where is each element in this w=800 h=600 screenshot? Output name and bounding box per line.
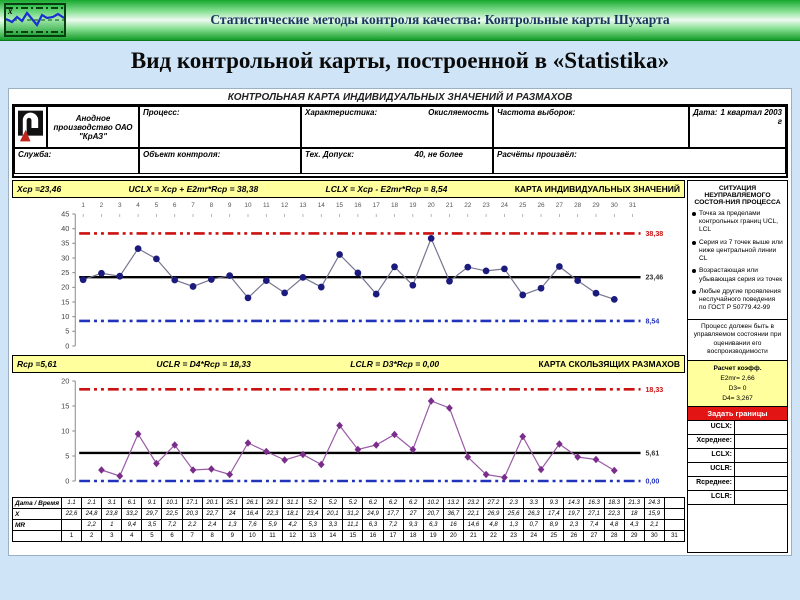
table-cell: 3,3 <box>323 520 343 531</box>
table-cell: 22,1 <box>463 509 483 520</box>
xbar-mean: Хср =23,46 <box>17 184 62 194</box>
rule-item: Возрастающая или убывающая серия из точек <box>692 267 784 283</box>
svg-text:3: 3 <box>117 201 122 210</box>
lclx-formula: LCLX = Хср - E2mr*Rср = 8,54 <box>325 184 448 194</box>
table-cell: 23,8 <box>102 509 122 520</box>
table-cell: 13.2 <box>443 498 463 509</box>
table-cell: 22,3 <box>262 509 282 520</box>
date-label: Дата: <box>693 108 718 117</box>
table-cell: 31,2 <box>343 509 363 520</box>
table-cell: 6.2 <box>403 498 423 509</box>
xmean-label: Хсреднее: <box>688 435 735 448</box>
table-cell: 2.1 <box>82 498 102 509</box>
table-cell: 6.1 <box>122 498 142 509</box>
sidebar-empty-box <box>688 505 787 552</box>
table-cell: 1,3 <box>222 520 242 531</box>
svg-text:25: 25 <box>519 201 527 210</box>
svg-text:14: 14 <box>317 201 325 210</box>
svg-text:35: 35 <box>61 238 70 248</box>
table-cell: 18 <box>403 531 423 542</box>
form-header-table <box>12 104 788 178</box>
table-cell: 3.3 <box>524 498 544 509</box>
process-field[interactable]: Процесс: <box>139 106 301 148</box>
table-cell: 14.3 <box>564 498 584 509</box>
sheet-title: КОНТРОЛЬНАЯ КАРТА ИНДИВИДУАЛЬНЫХ ЗНАЧЕНИЙ И РАЗМАХОВ <box>227 92 573 103</box>
svg-text:2: 2 <box>99 201 104 210</box>
coeff-d3: D3= 0 <box>728 384 747 392</box>
calc-by-field[interactable]: Расчёты произвёл: <box>493 148 786 174</box>
table-cell: 22,3 <box>604 509 624 520</box>
table-cell: 2,3 <box>564 520 584 531</box>
coefficients-title: Расчет коэфф. <box>713 364 762 372</box>
xbar-symbol: x̄ <box>8 6 13 16</box>
table-cell: 17 <box>383 531 403 542</box>
characteristic-field[interactable] <box>301 106 493 148</box>
svg-text:20: 20 <box>61 282 70 292</box>
table-cell: 29.1 <box>262 498 282 509</box>
rmean-input[interactable] <box>735 477 787 490</box>
table-cell: 8 <box>202 531 222 542</box>
svg-text:24: 24 <box>500 201 508 210</box>
table-cell: 15 <box>343 531 363 542</box>
slide-header-bar <box>0 0 800 41</box>
slide-title: Вид контрольной карты, построенной в «Statistika» <box>130 48 670 73</box>
svg-text:21: 21 <box>445 201 454 210</box>
table-cell: 11 <box>262 531 282 542</box>
table-cell: 20 <box>443 531 463 542</box>
svg-text:20: 20 <box>61 376 70 386</box>
svg-text:30: 30 <box>61 253 70 263</box>
svg-text:15: 15 <box>336 201 344 210</box>
table-cell: 9,3 <box>403 520 423 531</box>
table-cell: 7,2 <box>383 520 403 531</box>
svg-text:8: 8 <box>209 201 214 210</box>
table-cell: 33,2 <box>122 509 142 520</box>
svg-text:1: 1 <box>81 201 85 210</box>
out-of-control-section <box>688 181 787 320</box>
table-cell: 14,6 <box>463 520 483 531</box>
row-label: Дата / Время <box>13 498 62 509</box>
table-cell: 21 <box>463 531 483 542</box>
course-title: Статистические методы контроля качества: Контрольные карты Шухарта <box>210 12 670 27</box>
table-cell: 2.3 <box>504 498 524 509</box>
table-cell: 1 <box>102 520 122 531</box>
svg-text:7: 7 <box>191 201 195 210</box>
svg-text:13: 13 <box>299 201 307 210</box>
svg-text:6: 6 <box>172 201 177 210</box>
table-cell: 26,9 <box>483 509 503 520</box>
table-cell: 30 <box>644 531 664 542</box>
table-cell: 24 <box>524 531 544 542</box>
table-cell: 22,5 <box>162 509 182 520</box>
svg-text:38,38: 38,38 <box>645 229 664 238</box>
table-cell: 20,3 <box>182 509 202 520</box>
table-cell: 3,5 <box>142 520 162 531</box>
svg-text:31: 31 <box>629 201 637 210</box>
limits-fields <box>688 421 787 505</box>
svg-text:0: 0 <box>65 341 70 350</box>
svg-text:27: 27 <box>555 201 563 210</box>
table-cell: 27.2 <box>483 498 503 509</box>
table-cell: 2,1 <box>644 520 664 531</box>
table-cell: 0,7 <box>524 520 544 531</box>
table-cell: 18.3 <box>604 498 624 509</box>
process-note: Процесс должен быть в управляемом состоянии при оценивании его воспроизводимости <box>688 320 787 361</box>
table-cell: 26 <box>564 531 584 542</box>
table-cell: 17,4 <box>544 509 564 520</box>
table-cell: 9.1 <box>142 498 162 509</box>
svg-text:40: 40 <box>61 224 70 234</box>
svg-text:23: 23 <box>482 201 490 210</box>
table-cell: 27,1 <box>584 509 604 520</box>
table-cell: 24,8 <box>82 509 102 520</box>
table-cell: 20,7 <box>423 509 443 520</box>
table-row <box>13 531 685 542</box>
table-cell: 4,8 <box>483 520 503 531</box>
table-cell: 21.3 <box>624 498 644 509</box>
table-cell <box>664 509 684 520</box>
individual-chart-formula-band <box>12 180 685 198</box>
date-value: 1 квартал 2003 г <box>720 108 782 126</box>
table-cell: 2,2 <box>82 520 102 531</box>
lclr-input[interactable] <box>735 491 787 504</box>
table-cell: 22,7 <box>202 509 222 520</box>
table-cell: 31.1 <box>283 498 303 509</box>
table-cell: 2 <box>82 531 102 542</box>
table-cell: 29,7 <box>142 509 162 520</box>
table-cell: 10.2 <box>423 498 443 509</box>
object-field[interactable]: Объект контроля: <box>139 148 301 174</box>
svg-text:15: 15 <box>61 297 70 307</box>
svg-text:15: 15 <box>61 401 70 411</box>
svg-text:18: 18 <box>390 201 399 210</box>
svg-text:12: 12 <box>281 201 289 210</box>
table-cell: 1.1 <box>62 498 82 509</box>
svg-text:0,00: 0,00 <box>645 477 660 486</box>
table-cell: 23 <box>504 531 524 542</box>
rmean-label: Rсреднее: <box>688 477 735 490</box>
table-cell <box>664 498 684 509</box>
table-cell: 24 <box>222 509 242 520</box>
table-cell: 14 <box>323 531 343 542</box>
characteristic-value: Окисляемость <box>428 108 489 117</box>
rule-item: Точка за пределами контрольных границ UCL, LCL <box>692 210 784 235</box>
characteristic-label: Характеристика: <box>305 108 378 117</box>
table-cell: 9 <box>222 531 242 542</box>
svg-text:16: 16 <box>354 201 362 210</box>
table-cell: 25,6 <box>504 509 524 520</box>
table-cell: 16.3 <box>584 498 604 509</box>
lclx-input[interactable] <box>735 449 787 462</box>
rbar-mean: Rср =5,61 <box>17 359 57 369</box>
svg-text:30: 30 <box>610 201 618 210</box>
table-cell: 3.1 <box>102 498 122 509</box>
frequency-field[interactable]: Частота выборок: <box>493 106 689 148</box>
table-cell: 23,4 <box>303 509 323 520</box>
coeff-e2mr: E2mr= 2,66 <box>720 374 755 382</box>
service-field[interactable]: Служба: <box>14 148 139 174</box>
date-field[interactable] <box>689 106 786 148</box>
measurements-table <box>12 497 685 542</box>
uclr-input[interactable] <box>735 463 787 476</box>
svg-text:5: 5 <box>154 201 159 210</box>
out-of-control-title: СИТУАЦИЯ НЕУПРАВЛЯЕМОГО СОСТОЯ-НИЯ ПРОЦЕССА <box>694 185 781 206</box>
table-cell: 1 <box>62 531 82 542</box>
bullet-icon <box>692 241 696 245</box>
moving-range-chart <box>12 373 685 496</box>
table-cell: 3 <box>102 531 122 542</box>
range-chart-title: КАРТА СКОЛЬЗЯЩИХ РАЗМАХОВ <box>538 359 680 369</box>
uclx-label: UCLX: <box>688 421 735 434</box>
table-cell: 27 <box>403 509 423 520</box>
table-cell: 4 <box>122 531 142 542</box>
xmean-input[interactable] <box>735 435 787 448</box>
table-cell: 1,3 <box>504 520 524 531</box>
table-cell: 8,9 <box>544 520 564 531</box>
lclr-formula: LCLR = D3*Rср = 0,00 <box>350 359 440 369</box>
table-cell <box>62 520 82 531</box>
statistica-sheet-panel <box>8 88 792 556</box>
table-cell: 19,7 <box>564 509 584 520</box>
svg-text:10: 10 <box>61 426 70 436</box>
table-row <box>13 509 685 520</box>
table-cell: 29 <box>624 531 644 542</box>
table-cell: 16 <box>363 531 383 542</box>
uclr-label: UCLR: <box>688 463 735 476</box>
svg-text:8,54: 8,54 <box>645 317 660 326</box>
table-cell: 2,2 <box>182 520 202 531</box>
table-row <box>13 498 685 509</box>
table-cell: 5,3 <box>303 520 323 531</box>
table-cell: 27 <box>584 531 604 542</box>
table-cell: 25.1 <box>222 498 242 509</box>
kraz-logo-icon <box>14 106 47 148</box>
individual-values-chart <box>12 198 685 355</box>
table-cell: 19 <box>423 531 443 542</box>
svg-text:28: 28 <box>574 201 582 210</box>
table-cell: 6,3 <box>363 520 383 531</box>
table-cell: 4,3 <box>624 520 644 531</box>
svg-text:22: 22 <box>464 201 472 210</box>
table-cell: 6,3 <box>423 520 443 531</box>
range-chart-formula-band <box>12 355 685 373</box>
table-cell: 4,2 <box>283 520 303 531</box>
table-cell: 5.2 <box>303 498 323 509</box>
org-name: Анодное производство ОАО "КрАЗ" <box>47 106 139 148</box>
table-cell: 22 <box>483 531 503 542</box>
svg-text:10: 10 <box>244 201 252 210</box>
lclx-label: LCLX: <box>688 449 735 462</box>
table-cell: 18,1 <box>283 509 303 520</box>
coefficients-section <box>688 361 787 408</box>
svg-text:19: 19 <box>409 201 417 210</box>
table-cell: 4,8 <box>604 520 624 531</box>
row-label: MR <box>13 520 62 531</box>
table-cell: 15,9 <box>644 509 664 520</box>
table-cell: 9.3 <box>544 498 564 509</box>
table-cell: 12 <box>283 531 303 542</box>
table-cell: 5.2 <box>343 498 363 509</box>
svg-text:20: 20 <box>427 201 435 210</box>
uclx-formula: UCLX = Хср + E2mr*Rср = 38,38 <box>128 184 259 194</box>
set-limits-button[interactable]: Задать границы <box>688 407 787 421</box>
lclr-label: LCLR: <box>688 491 735 504</box>
table-cell: 24,9 <box>363 509 383 520</box>
table-row <box>13 520 685 531</box>
table-cell: 18 <box>624 509 644 520</box>
table-cell: 23.2 <box>463 498 483 509</box>
table-cell: 22,6 <box>62 509 82 520</box>
table-cell: 5,9 <box>262 520 282 531</box>
uclr-formula: UCLR = D4*Rср = 18,33 <box>156 359 251 369</box>
bullet-icon <box>692 269 696 273</box>
table-cell: 7,6 <box>242 520 262 531</box>
row-label: X <box>13 509 62 520</box>
tolerance-label: Тех. Допуск: <box>305 150 354 159</box>
table-cell: 7,4 <box>584 520 604 531</box>
table-cell: 7 <box>182 531 202 542</box>
table-cell: 28 <box>604 531 624 542</box>
table-cell: 2,4 <box>202 520 222 531</box>
rules-sidebar <box>687 180 788 553</box>
table-cell: 11,1 <box>343 520 363 531</box>
table-cell: 5 <box>142 531 162 542</box>
individual-chart-title: КАРТА ИНДИВИДУАЛЬНЫХ ЗНАЧЕНИЙ <box>514 184 680 194</box>
svg-text:23,46: 23,46 <box>645 273 664 282</box>
table-cell: 17,7 <box>383 509 403 520</box>
table-cell: 26,3 <box>524 509 544 520</box>
svg-text:5: 5 <box>65 326 70 336</box>
svg-text:26: 26 <box>537 201 545 210</box>
row-label <box>13 531 62 542</box>
svg-text:29: 29 <box>592 201 600 210</box>
svg-text:17: 17 <box>372 201 380 210</box>
svg-text:10: 10 <box>61 312 70 322</box>
table-cell: 26.1 <box>242 498 262 509</box>
table-cell: 20,1 <box>323 509 343 520</box>
table-cell: 9,4 <box>122 520 142 531</box>
table-cell: 20.1 <box>202 498 222 509</box>
table-cell: 13 <box>303 531 323 542</box>
table-cell: 25 <box>544 531 564 542</box>
table-cell: 6 <box>162 531 182 542</box>
table-cell: 10 <box>242 531 262 542</box>
table-cell: 31 <box>664 531 684 542</box>
svg-text:0: 0 <box>65 476 70 486</box>
table-cell: 17.1 <box>182 498 202 509</box>
rule-item: Серия из 7 точек выше или ниже центральной линии CL <box>692 239 784 264</box>
control-chart-logo-icon <box>4 3 66 37</box>
table-cell: 5.2 <box>323 498 343 509</box>
table-cell: 24.3 <box>644 498 664 509</box>
svg-text:11: 11 <box>262 201 270 210</box>
coeff-d4: D4= 3,267 <box>722 394 753 402</box>
svg-text:25: 25 <box>61 268 70 278</box>
svg-text:45: 45 <box>61 209 70 219</box>
svg-text:9: 9 <box>227 201 232 210</box>
svg-text:18,33: 18,33 <box>645 385 664 394</box>
charts-column <box>12 180 685 553</box>
tolerance-field[interactable] <box>301 148 493 174</box>
table-cell: 16,4 <box>242 509 262 520</box>
bullet-icon <box>692 212 696 216</box>
svg-text:5: 5 <box>65 451 70 461</box>
table-cell: 6.2 <box>383 498 403 509</box>
table-cell: 6.2 <box>363 498 383 509</box>
table-cell: 16 <box>443 520 463 531</box>
table-cell: 7,2 <box>162 520 182 531</box>
uclx-input[interactable] <box>735 421 787 434</box>
table-cell: 36,7 <box>443 509 463 520</box>
svg-text:4: 4 <box>136 201 140 210</box>
table-cell <box>664 520 684 531</box>
tolerance-value: 40, не более <box>414 150 463 159</box>
bullet-icon <box>692 290 696 294</box>
rule-item: Любые другие проявления неслучайного поведения по ГОСТ Р 50779.42-99 <box>692 288 784 313</box>
svg-text:5,61: 5,61 <box>645 449 660 458</box>
table-cell: 10.1 <box>162 498 182 509</box>
